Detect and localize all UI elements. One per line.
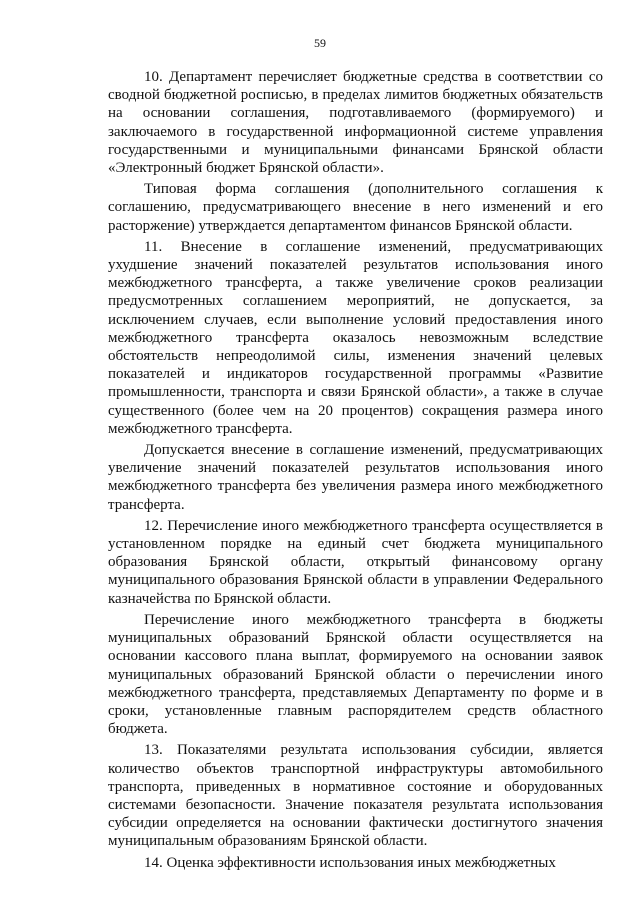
paragraph-amendments-allowed: Допускается внесение в соглашение изменений, предусматривающих увеличение значений показателей результатов использования иного межбюджетного трансферта без увеличения размера иного межбюджетного трансферта. [108, 442, 603, 513]
document-body [108, 68, 603, 875]
paragraph-11: 11. Внесение в соглашение изменений, предусматривающих ухудшение значений показателей результатов использования иного межбюджетного трансферта, а также увеличение сроков реализации предусмотренных соглашением мероприятий, не допускается, за исключением случаев, если выполнение условий предоставления иного межбюджетного трансферта оказалось невозможным вследствие обстоятельств непреодолимой силы, изменения значений целевых показателей и индикаторов государственной программы «Развитие промышленности, транспорта и связи Брянской области», а также в случае существенного (более чем на 20 процентов) сокращения размера иного межбюджетного трансферта. [108, 238, 603, 437]
paragraph-10: 10. Департамент перечисляет бюджетные средства в соответствии со сводной бюджетной росписью, в пределах лимитов бюджетных обязательств на основании соглашения, подготавливаемого (формируемого) и заключаемого в государственной информационной системе управления государственными и муниципальными финансами Брянской области «Электронный бюджет Брянской области». [108, 69, 603, 177]
paragraph-agreement-form: Типовая форма соглашения (дополнительного соглашения к соглашению, предусматривающего внесение в него изменений и его расторжение) утверждается департаментом финансов Брянской области. [108, 181, 603, 234]
paragraph-13: 13. Показателями результата использования субсидии, является количество объектов транспортной инфраструктуры автомобильного транспорта, приведенных в нормативное состояние и оборудованных системами безопасности. Значение показателя результата использования субсидии определяется на основании фактически достигнутого значения муниципальным образованиям Брянской области. [108, 742, 603, 850]
paragraph-14: 14. Оценка эффективности использования иных межбюджетных [144, 854, 556, 871]
page-number: 59 [314, 36, 326, 50]
paragraph-12: 12. Перечисление иного межбюджетного трансферта осуществляется в установленном порядке на единый счет бюджета муниципального образования Брянской области, открытый финансовому органу муниципального образования Брянской области в управлении Федерального казначейства по Брянской области. [108, 517, 603, 607]
paragraph-transfer-procedure: Перечисление иного межбюджетного трансферта в бюджеты муниципальных образований Брянской области осуществляется на основании кассового плана выплат, формируемого на основании заявок муниципальных образований Брянской области о перечислении иного межбюджетного трансферта, представляемых Департаменту по форме и в сроки, установленные главным распорядителем средств областного бюджета. [108, 611, 603, 738]
